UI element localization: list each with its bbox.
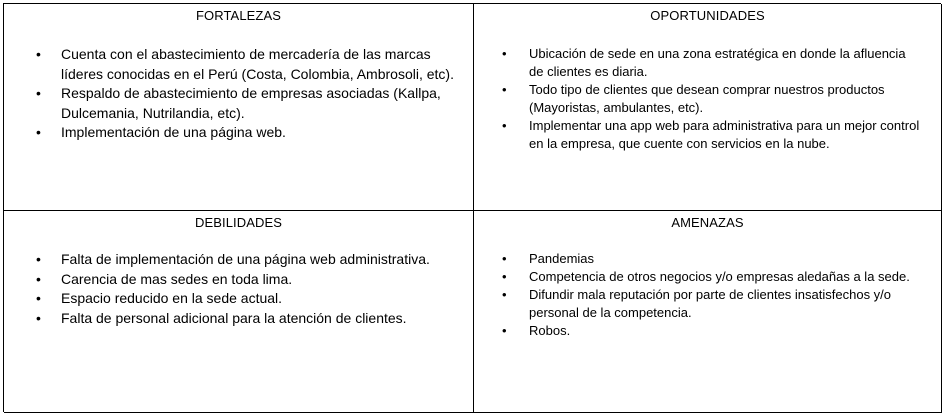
list-item: • Todo tipo de clientes que desean comprar nuestros productos (Mayoristas, ambulantes, etc). (529, 81, 923, 117)
list-item: • Falta de personal adicional para la atención de clientes. (61, 309, 455, 329)
fortalezas-cell (4, 4, 474, 211)
oportunidades-cell (474, 4, 942, 211)
list-item: • Competencia de otros negocios y/o empresas aledañas a la sede. (529, 268, 923, 286)
list-item: • Robos. (529, 322, 923, 340)
debilidades-cell (4, 211, 474, 413)
list-item: • Implementar una app web para administrativa para un mejor control en la empresa, que cuente con servicios en la nube. (529, 117, 923, 153)
oportunidades-heading: OPORTUNIDADES (650, 8, 765, 23)
list-item: • Respaldo de abastecimiento de empresas asociadas (Kallpa, Dulcemania, Nutrilandia, etc). (61, 84, 455, 123)
list-item: • Difundir mala reputación por parte de clientes insatisfechos y/o personal de la competencia. (529, 286, 923, 322)
debilidades-list (4, 250, 473, 328)
list-item: • Pandemias (529, 250, 923, 268)
list-item: • Ubicación de sede en una zona estratégica en donde la afluencia de clientes es diaria. (529, 45, 923, 81)
list-item: • Cuenta con el abastecimiento de mercadería de las marcas líderes conocidas en el Perú (Costa, Colombia, Ambrosoli, etc). (61, 45, 455, 84)
amenazas-cell (474, 211, 942, 413)
list-item: • Falta de implementación de una página web administrativa. (61, 250, 455, 270)
amenazas-list (474, 250, 941, 340)
list-item: • Carencia de mas sedes en toda lima. (61, 270, 455, 290)
oportunidades-list (474, 45, 941, 153)
fortalezas-heading: FORTALEZAS (195, 8, 282, 23)
fortalezas-list (4, 45, 473, 143)
swot-table (3, 3, 941, 412)
list-item: • Implementación de una página web. (61, 123, 455, 143)
debilidades-heading: DEBILIDADES (194, 215, 283, 230)
amenazas-heading: AMENAZAS (671, 215, 744, 230)
list-item: • Espacio reducido en la sede actual. (61, 289, 455, 309)
